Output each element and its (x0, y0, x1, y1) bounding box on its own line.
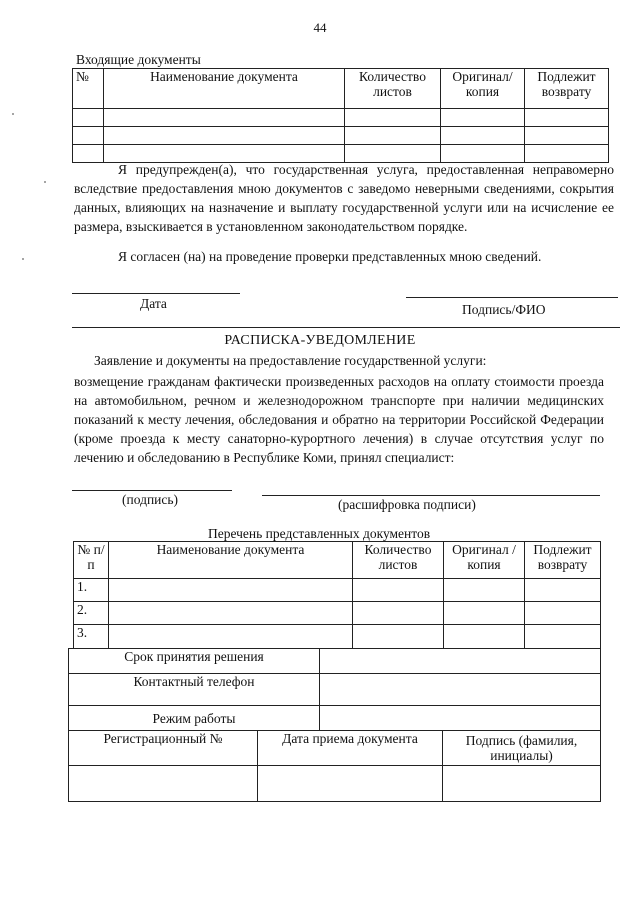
table-cell[interactable] (441, 127, 525, 145)
incoming-header-return: Подлежит возврату (525, 69, 609, 109)
registration-signature-value[interactable] (443, 766, 601, 802)
scan-speck (22, 258, 24, 260)
contact-phone-label: Контактный телефон (69, 674, 320, 706)
table-cell[interactable] (525, 602, 601, 625)
docs-header-sheets: Количество листов (353, 542, 444, 579)
incoming-title: Входящие документы (76, 52, 201, 67)
table-cell[interactable] (525, 109, 609, 127)
docs-header-original: Оригинал /копия (444, 542, 525, 579)
table-cell[interactable] (109, 579, 353, 602)
decision-term-label: Срок принятия решения (69, 649, 320, 674)
receipt-intro: Заявление и документы на предоставление государственной услуги: (94, 353, 487, 368)
docs-header-number: № п/п (74, 542, 109, 579)
table-cell[interactable] (345, 127, 441, 145)
table-cell[interactable] (353, 602, 444, 625)
docs-title: Перечень представленных документов (208, 526, 431, 541)
consent-paragraph: Я согласен (на) на проведение проверки представленных мною сведений. (118, 249, 542, 264)
table-cell[interactable] (353, 579, 444, 602)
docs-header-name: Наименование документа (109, 542, 353, 579)
receipt-date-value[interactable] (258, 766, 443, 802)
scan-speck (12, 113, 14, 115)
table-cell[interactable] (525, 579, 601, 602)
table-row (74, 579, 601, 602)
table-cell[interactable] (73, 127, 104, 145)
specialist-decode-label: (расшифровка подписи) (338, 497, 476, 512)
table-cell[interactable] (525, 127, 609, 145)
table-row (74, 625, 601, 649)
page-number: 44 (313, 20, 327, 35)
date-label: Дата (140, 296, 167, 311)
incoming-header-name: Наименование документа (104, 69, 345, 109)
incoming-header-original: Оригинал/ копия (441, 69, 525, 109)
incoming-table (72, 68, 609, 163)
row-number: 2. (74, 602, 109, 625)
registration-table (68, 730, 601, 802)
decision-term-value[interactable] (320, 649, 601, 674)
receipt-date-label: Дата приема документа (258, 731, 443, 766)
docs-header-return: Подлежит возврату (525, 542, 601, 579)
warning-paragraph: Я предупрежден(а), что государственная услуга, предоставленная неправомерно вследствие предоставления мною документов с заведомо неверными сведениями, сокрытия данных, влияющих на назначение и выплату государственной услуги или на исчисление ее размера, взыскивается в установленном законодательством порядке. (74, 162, 614, 234)
incoming-header-sheets: Количество листов (345, 69, 441, 109)
signature-label: Подпись/ФИО (462, 302, 546, 317)
table-cell[interactable] (104, 127, 345, 145)
incoming-header-number: № (73, 69, 104, 109)
receipt-title: РАСПИСКА-УВЕДОМЛЕНИЕ (224, 333, 416, 348)
table-cell[interactable] (109, 625, 353, 649)
work-mode-value[interactable] (320, 706, 601, 731)
reg-number-label: Регистрационный № (69, 731, 258, 766)
contact-phone-value[interactable] (320, 674, 601, 706)
table-cell[interactable] (444, 625, 525, 649)
table-cell[interactable] (73, 109, 104, 127)
info-table (68, 648, 601, 731)
table-row (73, 109, 609, 127)
work-mode-label: Режим работы (69, 706, 320, 731)
table-cell[interactable] (345, 109, 441, 127)
row-number: 1. (74, 579, 109, 602)
row-number: 3. (74, 625, 109, 649)
receipt-body: возмещение гражданам фактически произведенных расходов на оплату стоимости проезда на автомобильном, речном и железнодорожном транспорте при наличии медицинских показаний к месту лечения, обследования и обратно на территории Российской Федерации (кроме проезда к месту санаторно-курортного лечения) в случае отсутствия услуг по лечению и обследованию в Республике Коми, принял специалист: (74, 374, 604, 465)
table-cell[interactable] (525, 625, 601, 649)
table-cell[interactable] (109, 602, 353, 625)
specialist-sign-label: (подпись) (122, 492, 179, 507)
table-row (73, 127, 609, 145)
table-cell[interactable] (444, 579, 525, 602)
table-cell[interactable] (104, 109, 345, 127)
scan-speck (44, 181, 46, 183)
specialist-sign-line[interactable] (72, 490, 232, 491)
divider-line (72, 327, 620, 328)
registration-signature-label: Подпись (фамилия, инициалы) (443, 731, 601, 766)
table-row (74, 602, 601, 625)
date-line[interactable] (72, 293, 240, 294)
reg-number-value[interactable] (69, 766, 258, 802)
specialist-decode-line[interactable] (262, 495, 600, 496)
table-cell[interactable] (441, 109, 525, 127)
signature-line[interactable] (406, 297, 618, 298)
table-cell[interactable] (444, 602, 525, 625)
table-cell[interactable] (353, 625, 444, 649)
docs-table (73, 541, 601, 649)
